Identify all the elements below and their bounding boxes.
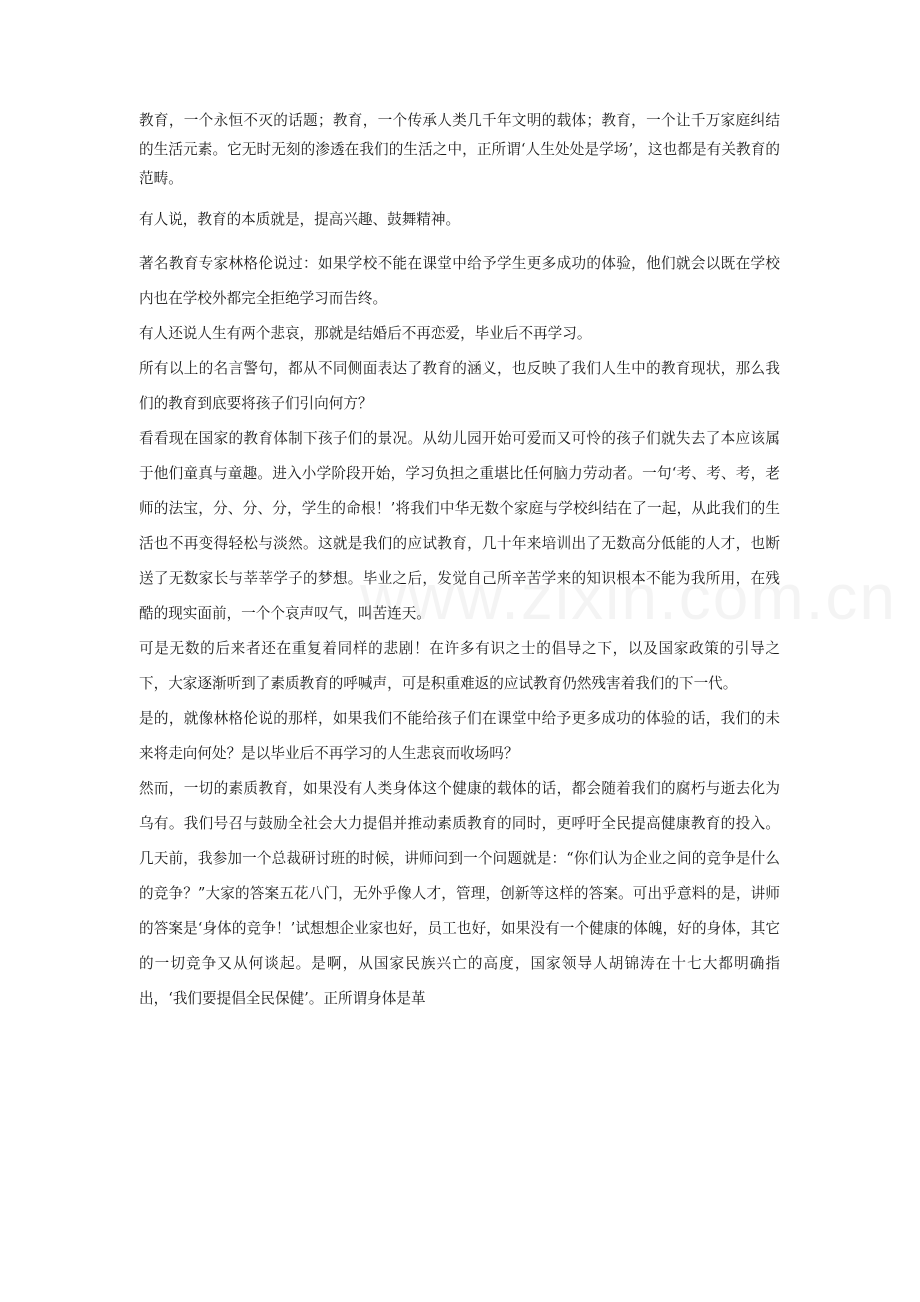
paragraph: 然而，一切的素质教育，如果没有人类身体这个健康的载体的话，都会随着我们的腐朽与逝去化为乌有。我们号召与鼓励全社会大力提倡并推动素质教育的同时，更呼吁全民提高健康教育的投入。几天前，我参加一个总裁研讨班的时候，讲师问到一个问题就是：“你们认为企业之间的竞争是什么的竞争？”大家的答案五花八门，无外乎像人才，管理，创新等这样的答案。可出乎意料的是，讲师的答案是‘身体的竞争！’试想想企业家也好，员工也好，如果没有一个健康的体魄，好的身体，其它的一切竞争又从何谈起。是啊，从国家民族兴亡的高度，国家领导人胡锦涛在十七大都明确指出，‘我们要提倡全民保健’。正所谓身体是革: [139, 780, 780, 1007]
paragraph: 有人说，教育的本质就是，提高兴趣、鼓舞精神。: [139, 211, 461, 228]
paragraph: 有人还说人生有两个悲哀，那就是结婚后不再恋爱，毕业后不再学习。: [139, 325, 592, 342]
paragraph: 看看现在国家的教育体制下孩子们的景况。从幼儿园开始可爱而又可怜的孩子们就失去了本应该属于他们童真与童趣。进入小学阶段开始，学习负担之重堪比任何脑力劳动者。一句‘考、考、考，老师的法宝，分、分、分，学生的命根！’将我们中华无数个家庭与学校纠结在了一起，从此我们的生活也不再变得轻松与淡然。这就是我们的应试教育，几十年来培训出了无数高分低能的人才，也断送了无数家长与莘莘学子的梦想。毕业之后，发觉自己所辛苦学来的知识根本不能为我所用，在残酷的现实面前，一个个哀声叹气，叫苦连天。: [139, 430, 780, 622]
paragraph: 可是无数的后来者还在重复着同样的悲剧！在许多有识之士的倡导之下，以及国家政策的引导之下，大家逐渐听到了素质教育的呼喊声，可是积重难返的应试教育仍然残害着我们的下一代。: [139, 640, 780, 692]
document-body: [139, 106, 780, 1016]
paragraph: 是的，就像林格伦说的那样，如果我们不能给孩子们在课堂中给予更多成功的体验的话，我们的未来将走向何处？是以毕业后不再学习的人生悲哀而收场吗？: [139, 710, 780, 762]
paragraph: 所有以上的名言警句，都从不同侧面表达了教育的涵义，也反映了我们人生中的教育现状，那么我们的教育到底要将孩子们引向何方？: [139, 360, 780, 412]
paragraph: 教育，一个永恒不灭的话题；教育，一个传承人类几千年文明的载体；教育，一个让千万家庭纠结的生活元素。它无时无刻的渗透在我们的生活之中，正所谓‘人生处处是学场’，这也都是有关教育的范畴。: [139, 112, 780, 187]
paragraph: 著名教育专家林格伦说过：如果学校不能在课堂中给予学生更多成功的体验，他们就会以既在学校内也在学校外都完全拒绝学习而告终。: [139, 255, 780, 307]
